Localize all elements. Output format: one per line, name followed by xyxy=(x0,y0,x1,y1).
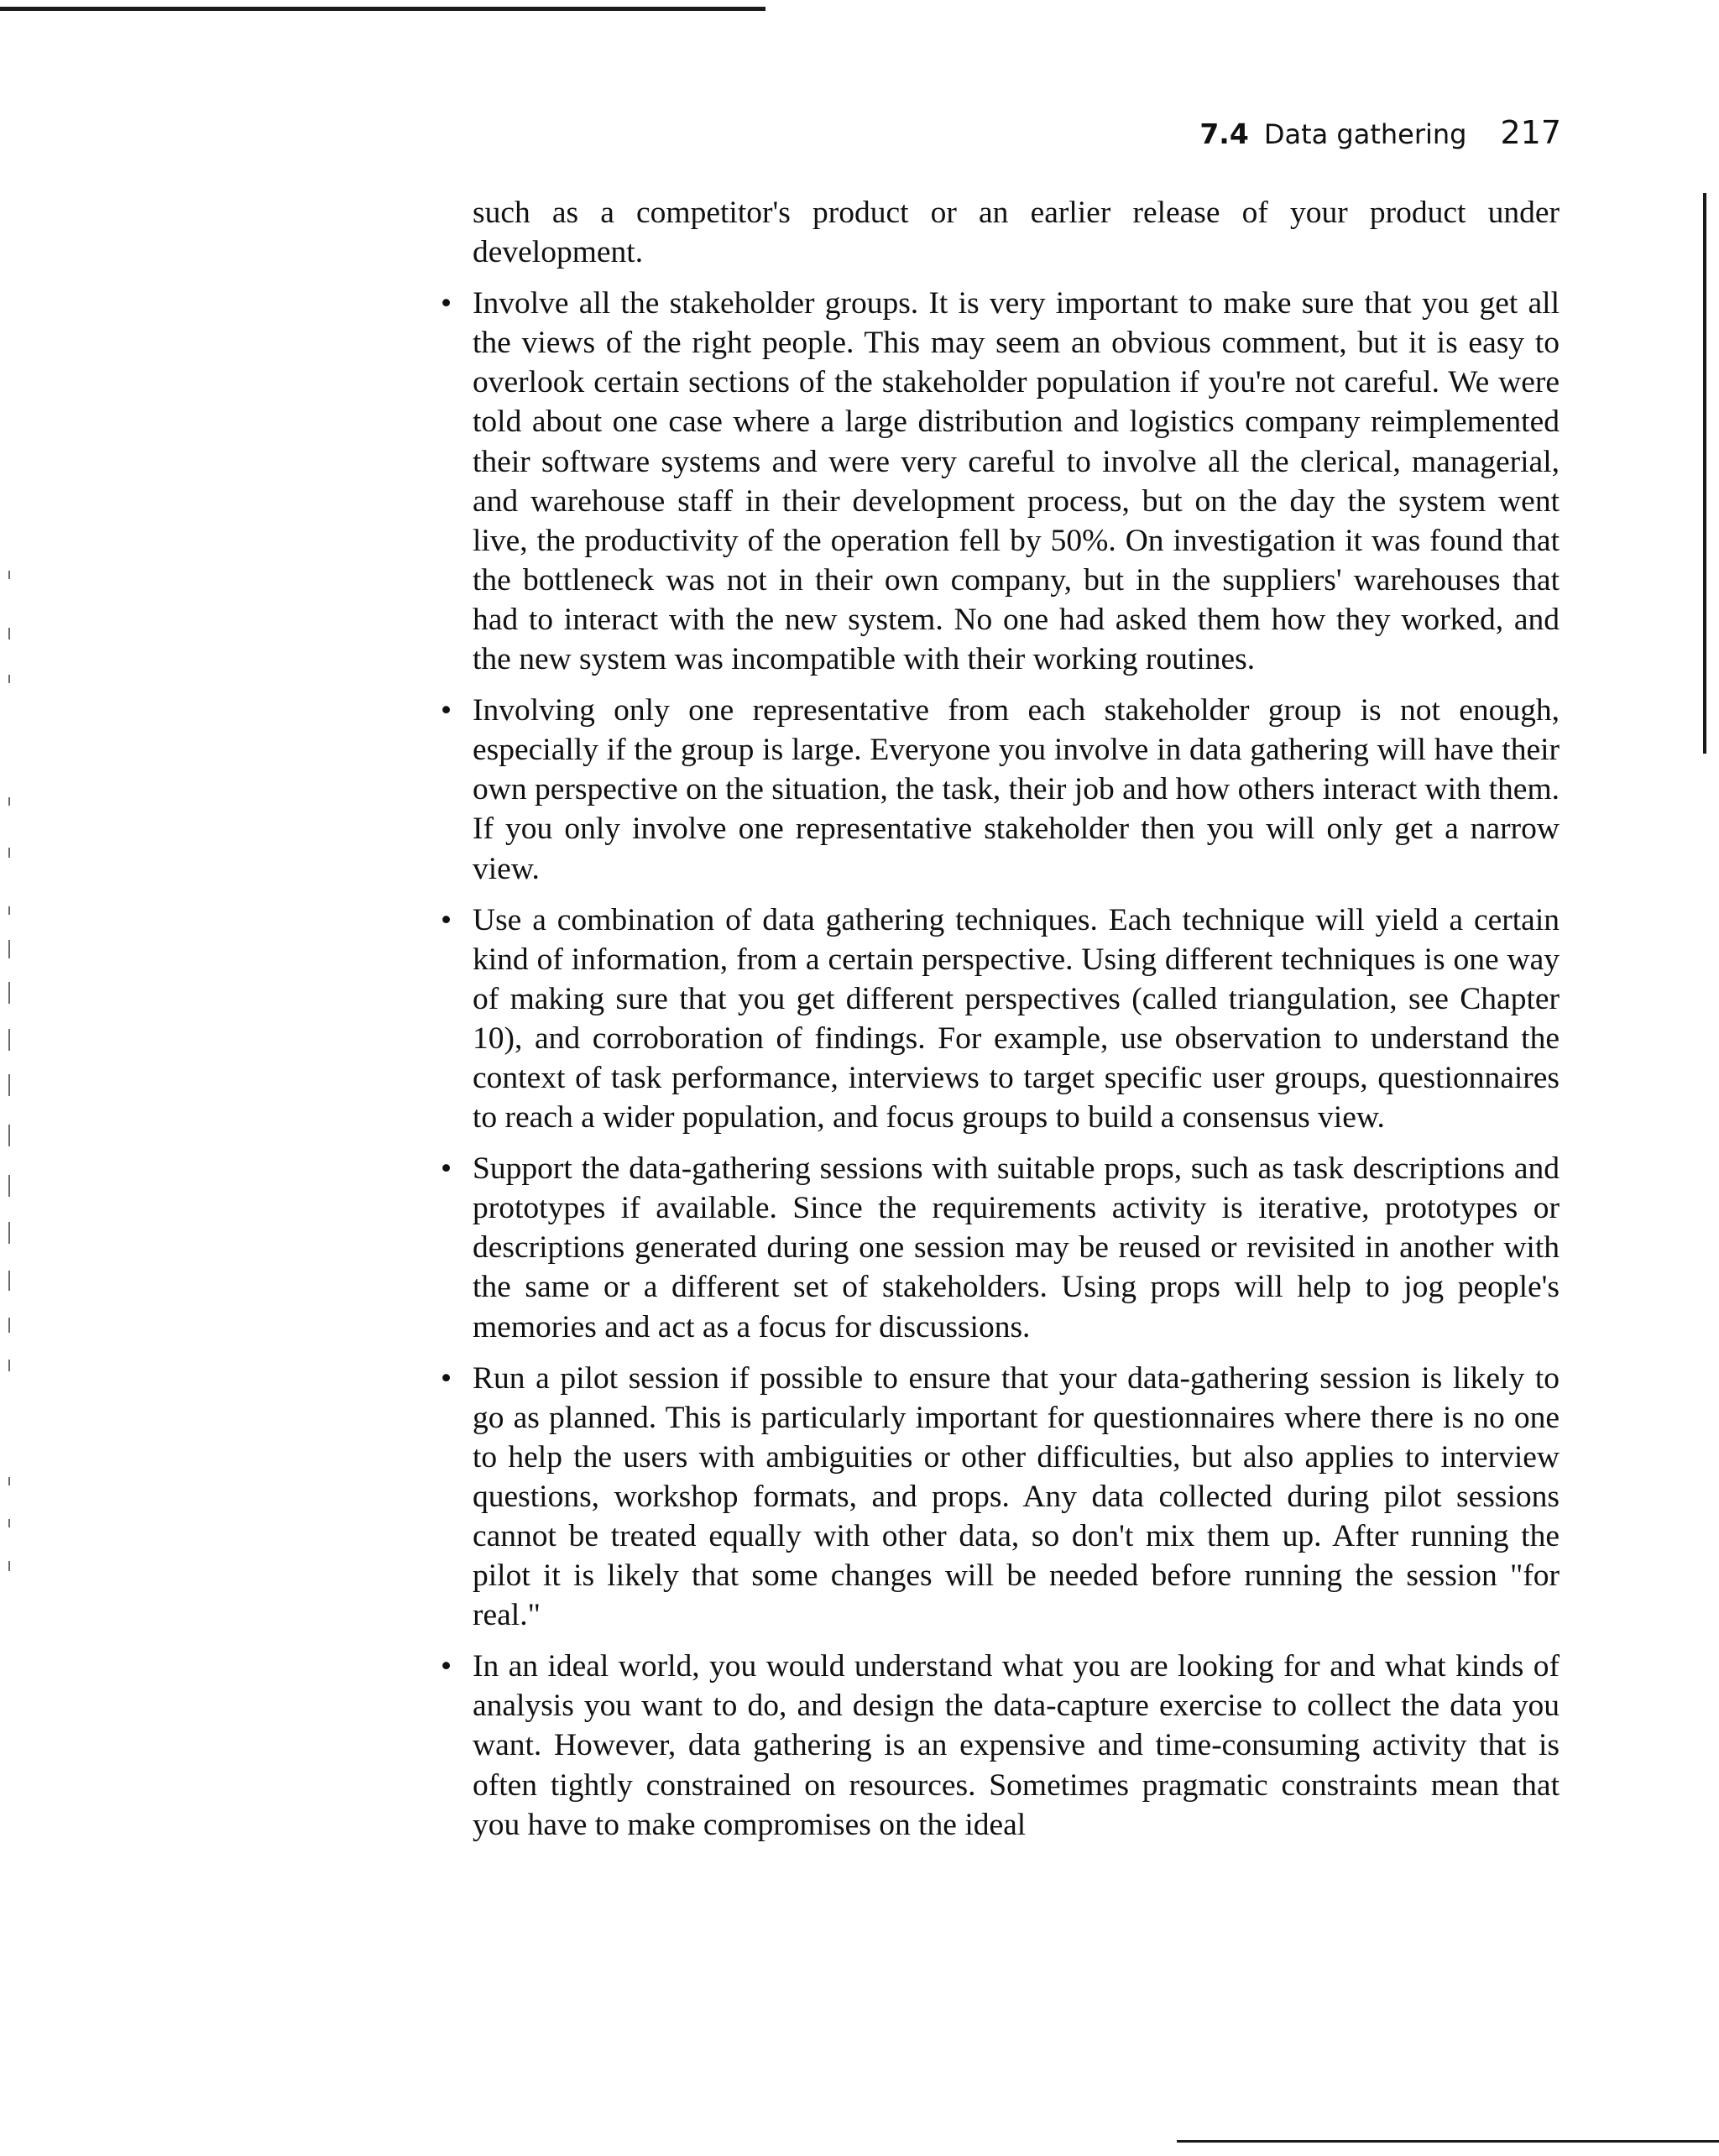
running-header xyxy=(1192,114,1561,164)
list-item: • Involve all the stakeholder groups. It is very important to make sure that you get all the views of the right people. This may seem an obvious comment, but it is easy to overlook certain sections of the stakeholder population if you're not careful. We were told about one case where a large distribution and logistics company reimplemented their software systems and were very careful to involve all the clerical, managerial, and warehouse staff in their development process, but on the day the system went live, the productivity of the operation fell by 50%. On investigation it was found that the bottleneck was not in their own company, but in the suppliers' warehouses that had to interact with the new system. No one had asked them how they worked, and the new system was incompatible with their working routines. xyxy=(473,284,1560,679)
body-text xyxy=(473,193,1560,1856)
scan-edge-marks xyxy=(8,571,15,1578)
list-item: • Involving only one representative from each stakeholder group is not enough, especially if the group is large. Everyone you involve in data gathering will have their own perspective on the situation, the task, their job and how others interact with them. If you only involve one representative stakeholder then you will only get a narrow view. xyxy=(473,691,1560,888)
guideline-list xyxy=(473,284,1560,1845)
section-title: Data gathering xyxy=(1263,118,1467,150)
list-item: • Support the data-gathering sessions with suitable props, such as task descriptions and prototypes if available. Since the requirements activity is iterative, prototypes or descriptions generated during one session may be reused or revisited in another with the same or a different set of stakeholders. Using props will help to jog people's memories and act as a focus for discussions. xyxy=(473,1149,1560,1346)
list-item: • Use a combination of data gathering techniques. Each technique will yield a certain kind of information, from a certain perspective. Using different techniques is one way of making sure that you get different perspectives (called triangulation, see Chapter 10), and corroboration of findings. For example, use observation to understand the context of task performance, interviews to target specific user groups, questionnaires to reach a wider population, and focus groups to build a consensus view. xyxy=(473,901,1560,1138)
bottom-rule xyxy=(1177,2140,1719,2143)
list-item: • In an ideal world, you would understand what you are looking for and what kinds of analysis you want to do, and design the data-capture exercise to collect the data you want. However, data gathering is an expensive and time-consuming activity that is often tightly constrained on resources. Sometimes pragmatic constraints mean that you have to make compromises on the ideal xyxy=(473,1647,1560,1844)
section-number: 7.4 xyxy=(1199,117,1249,150)
margin-bar xyxy=(1703,193,1706,754)
top-rule xyxy=(0,7,765,11)
page-number: 217 xyxy=(1500,114,1561,151)
continuation-paragraph: such as a competitor's product or an earlier release of your product under development. xyxy=(473,196,1560,270)
list-item: • Run a pilot session if possible to ensure that your data-gathering session is likely to go as planned. This is particularly important for questionnaires where there is no one to help the users with ambiguities or other difficulties, but also applies to interview questions, workshop formats, and props. Any data collected during pilot sessions cannot be treated equally with other data, so don't mix them up. After running the pilot it is likely that some changes will be needed before running the session "for real." xyxy=(473,1359,1560,1636)
